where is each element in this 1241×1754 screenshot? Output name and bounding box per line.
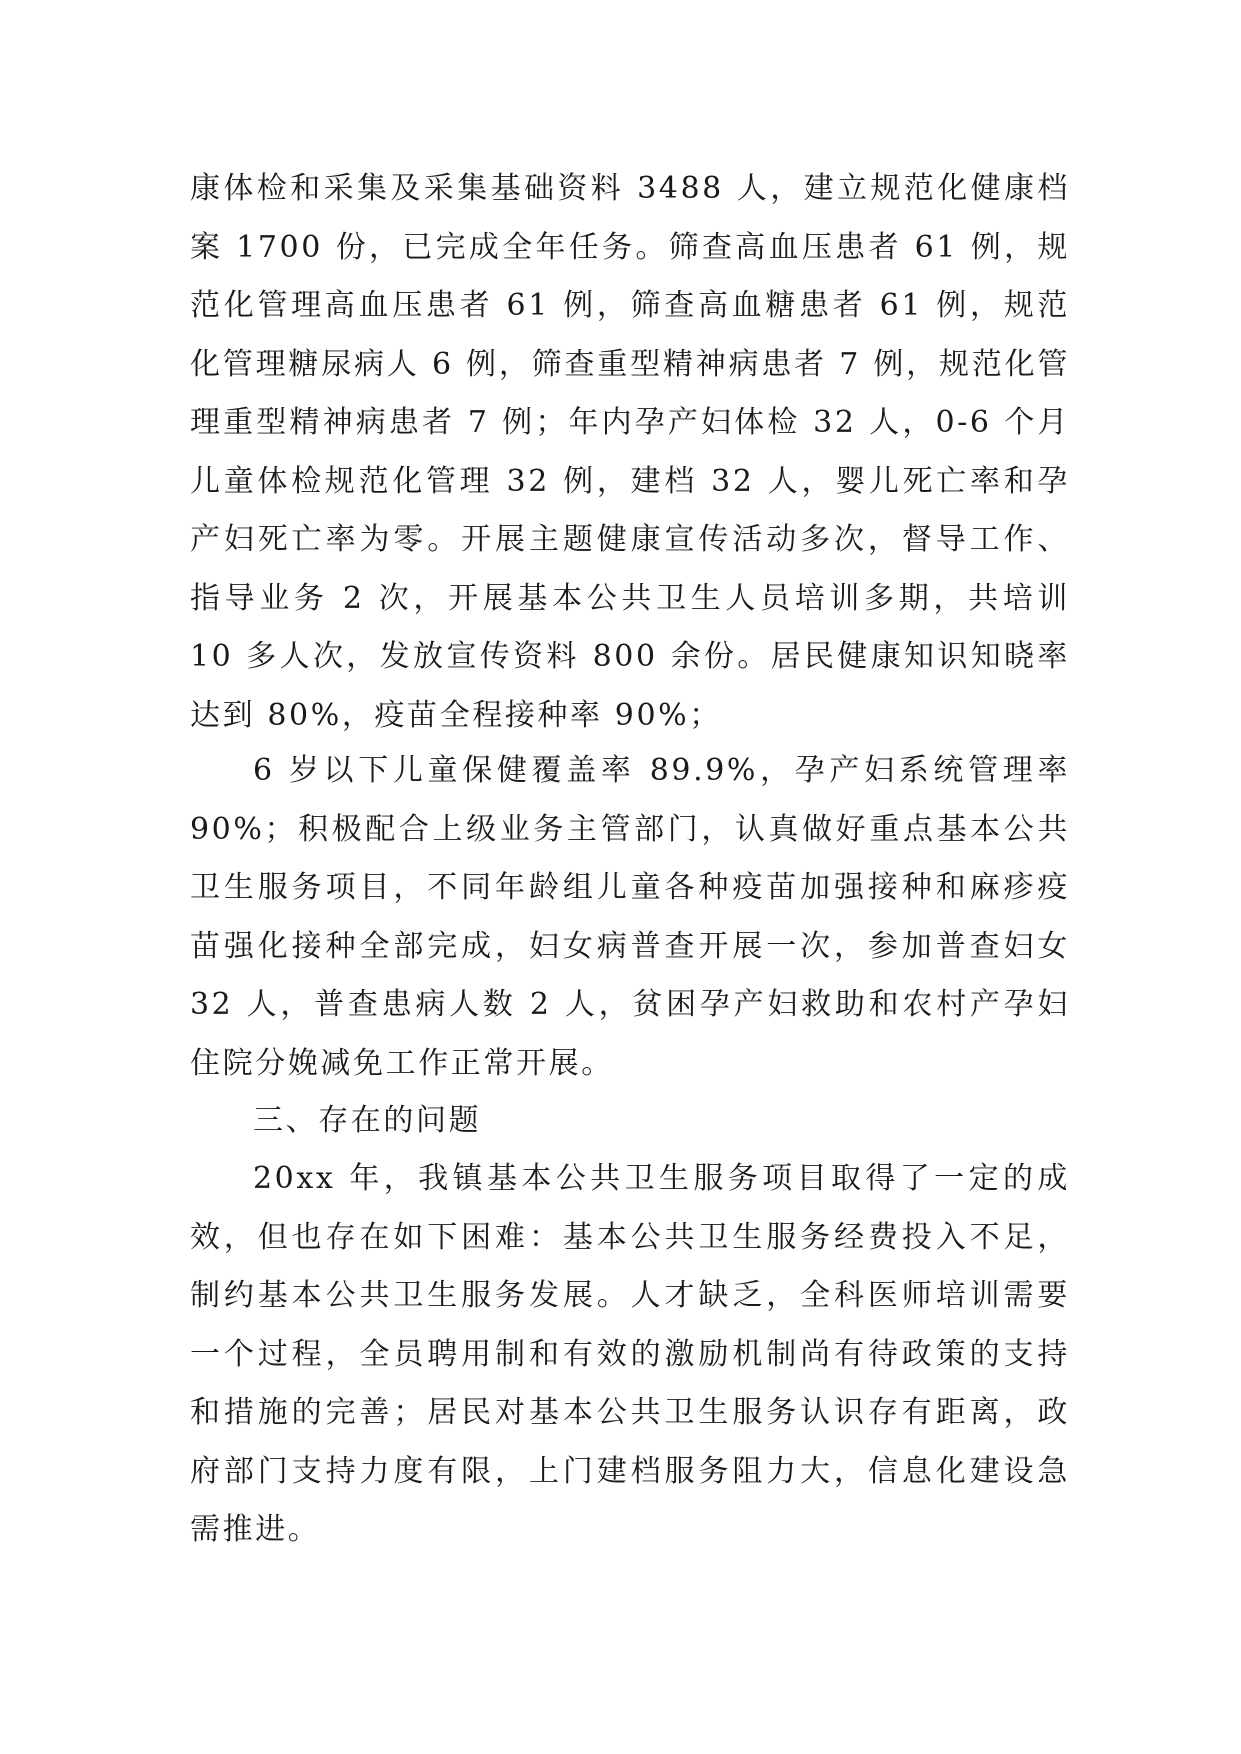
paragraph-health-records [190,160,1070,745]
section-heading: 三、存在的问题 [253,1103,482,1138]
paragraph-text: 20xx 年，我镇基本公共卫生服务项目取得了一定的成效，但也存在如下困难：基本公共卫生服务经费投入不足，制约基本公共卫生服务发展。人才缺乏，全科医师培训需要一个过程，全员聘用制和有效的激励机制尚有待政策的支持和措施的完善；居民对基本公共卫生服务认识存有距离，政府部门支持力度有限，上门建档服务阻力大，信息化建设急需推进。 [190,1161,1070,1547]
paragraph-child-maternal-care [190,742,1070,1093]
paragraph-text: 康体检和采集及采集基础资料 3488 人，建立规范化健康档案 1700 份，已完成全年任务。筛查高血压患者 61 例，规范化管理高血压患者 61 例，筛查高血糖患者 61 例，规范化管理糖尿病人 6 例，筛查重型精神病患者 7 例，规范化管理重型精神病患者 7 例；年内孕产妇体检 32 人，0-6 个月儿童体检规范化管理 32 例，建档 32 人，婴儿死亡率和孕产妇死亡率为零。开展主题健康宣传活动多次，督导工作、指导业务 2 次，开展基本公共卫生人员培训多期，共培训 10 多人次，发放宣传资料 800 余份。居民健康知识知晓率达到 80%，疫苗全程接种率 90%； [190,171,1070,733]
section-heading-block [190,1092,1070,1151]
paragraph-text: 6 岁以下儿童保健覆盖率 89.9%，孕产妇系统管理率 90%；积极配合上级业务主管部门，认真做好重点基本公共卫生服务项目，不同年龄组儿童各种疫苗加强接种和麻疹疫苗强化接种全部完成，妇女病普查开展一次，参加普查妇女 32 人，普查患病人数 2 人，贫困孕产妇救助和农村产孕妇住院分娩减免工作正常开展。 [190,753,1070,1081]
paragraph-existing-problems [190,1150,1070,1560]
